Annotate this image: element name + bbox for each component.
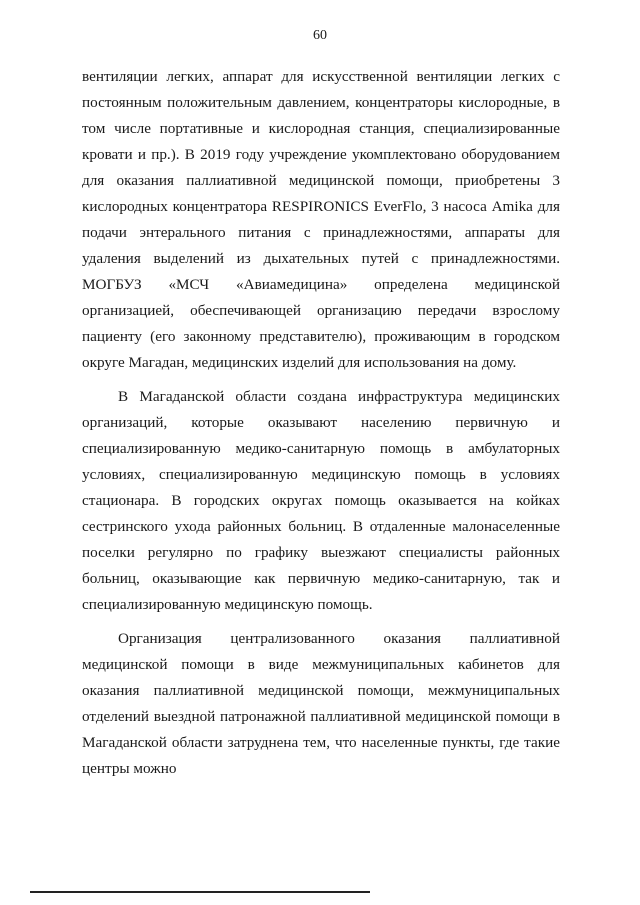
page-number: 60 — [313, 28, 327, 43]
document-body — [82, 64, 560, 782]
paragraph-equipment: вентиляции легких, аппарат для искусственной вентиляции легких с постоянным положительным давлением, концентраторы кислородные, в том числе портативные и кислородная станция, специализированные кровати и пр.). В 2019 году учреждение укомплектовано оборудованием для оказания паллиативной медицинской помощи, приобретены 3 кислородных концентратора RESPIRONICS EverFlo, 3 насоса Amika для подачи энтерального питания с принадлежностями, аппараты для удаления выделений из дыхательных путей с принадлежностями. МОГБУЗ «МСЧ «Авиамедицина» определена медицинской организацией, обеспечивающей организацию передачи взрослому пациенту (его законному представителю), проживающим в городском округе Магадан, медицинских изделий для использования на дому. — [82, 68, 560, 371]
bottom-rule — [30, 891, 370, 893]
paragraph-infrastructure: В Магаданской области создана инфраструктура медицинских организаций, которые оказывают населению первичную и специализированную медико-санитарную помощь в амбулаторных условиях, специализированную медицинскую помощь в условиях стационара. В городских округах помощь оказывается на койках сестринского ухода районных больниц. В отдаленные малонаселенные поселки регулярно по графику выезжают специалисты районных больниц, оказывающие как первичную медико-санитарную, так и специализированную медицинскую помощь. — [82, 388, 560, 613]
paragraph-organization: Организация централизованного оказания паллиативной медицинской помощи в виде межмуниципальных кабинетов для оказания паллиативной медицинской помощи, межмуниципальных отделений выездной патронажной паллиативной медицинской помощи в Магаданской области затруднена тем, что населенные пункты, где такие центры можно — [82, 630, 560, 777]
